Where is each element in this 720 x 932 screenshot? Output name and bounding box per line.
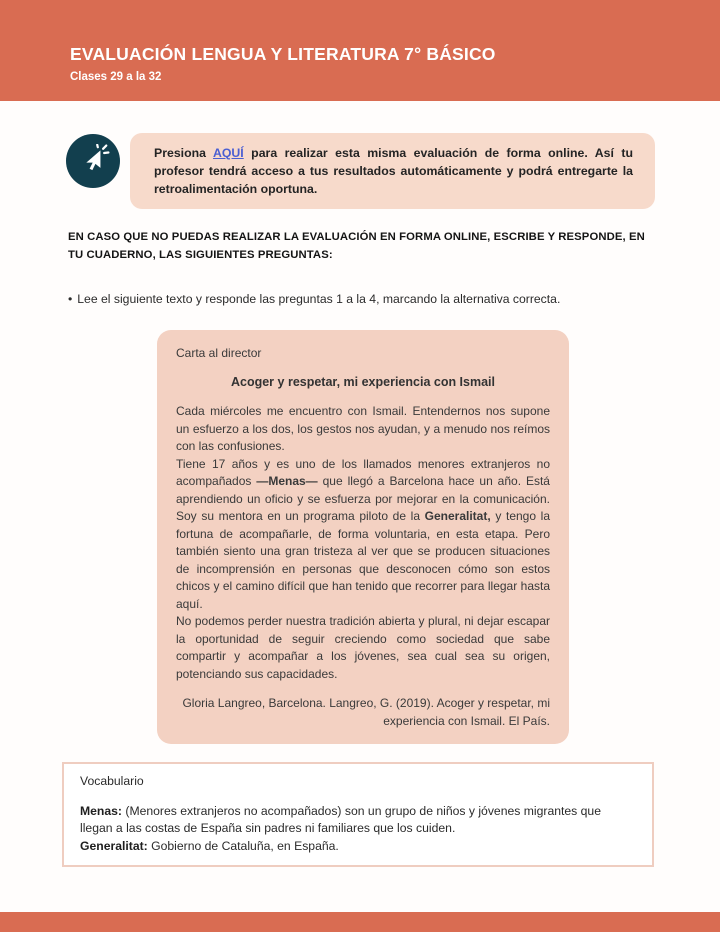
- online-callout: [130, 133, 655, 209]
- task-text: Lee el siguiente texto y responde las preguntas 1 a la 4, marcando la alternativa correcta.: [77, 292, 561, 306]
- bullet-marker: •: [68, 292, 73, 306]
- callout-text: Presiona AQUÍ para realizar esta misma evaluación de forma online. Así tu profesor tendrá acceso a tus resultados automáticamente y podrá entregarte la retroalimentación oportuna.: [154, 146, 633, 196]
- reading-paragraph: Tiene 17 años y es uno de los llamados menores extranjeros no acompañados —Menas— que llegó a Barcelona hace un año. Está aprendiendo un oficio y se esfuerza por mejorar en la comunicación. Soy su mentora en un programa piloto de la Generalitat, y tengo la fortuna de acompañarle, de forma voluntaria, en esta etapa. Pero también siento una gran tristeza al ver que se producen situaciones de incomprensión en personas que desconocen cómo son estos chicos y el camino difícil que han tenido que recorrer para llegar hasta aquí.: [176, 456, 551, 611]
- page-subtitle: Clases 29 a la 32: [70, 71, 162, 83]
- click-cursor-icon: [66, 134, 120, 188]
- vocab-term: Generalitat:: [80, 838, 148, 853]
- reading-body: [176, 403, 550, 683]
- offline-instructions-heading: EN CASO QUE NO PUEDAS REALIZAR LA EVALUACIÓN EN FORMA ONLINE, ESCRIBE Y RESPONDE, EN TU CUADERNO, LAS SIGUIENTES PREGUNTAS:: [68, 231, 645, 261]
- vocabulary-entry: [80, 838, 636, 856]
- vocabulary-box: [62, 762, 654, 867]
- card-kicker: Carta al director: [176, 346, 262, 360]
- header-band: [0, 0, 720, 101]
- task-bullet: [68, 291, 658, 308]
- vocab-definition: (Menores extranjeros no acompañados) son un grupo de niños y jóvenes migrantes que llegan a las costas de España sin padres ni familiares que los cuiden.: [80, 803, 601, 835]
- vocabulary-entry: [80, 803, 636, 838]
- page-title: EVALUACIÓN LENGUA Y LITERATURA 7° BÁSICO: [70, 44, 496, 64]
- reading-title: Acoger y respetar, mi experiencia con Ismail: [230, 374, 495, 389]
- reading-card: [157, 330, 569, 744]
- reading-paragraph: No podemos perder nuestra tradición abierta y plural, ni dejar escapar la oportunidad de seguir creciendo como sociedad que sabe compartir y acompañar a los jóvenes, sea cual sea su origen, potenciando sus capacidades.: [176, 614, 550, 681]
- vocab-definition: Gobierno de Cataluña, en España.: [147, 838, 339, 853]
- vocab-term: Menas:: [80, 803, 122, 818]
- vocabulary-title: Vocabulario: [80, 774, 144, 788]
- citation: Gloria Langreo, Barcelona. Langreo, G. (2019). Acoger y respetar, mi experiencia con Ismail. El País.: [182, 696, 550, 728]
- vocabulary-entries: [80, 803, 636, 856]
- footer-band: [0, 912, 720, 932]
- reading-paragraph: Cada miércoles me encuentro con Ismail. Entendernos nos supone un esfuerzo a los dos, los gestos nos ayudan, y a menudo nos reímos con las confusiones.: [176, 404, 550, 453]
- online-evaluation-link[interactable]: AQUÍ: [212, 146, 244, 160]
